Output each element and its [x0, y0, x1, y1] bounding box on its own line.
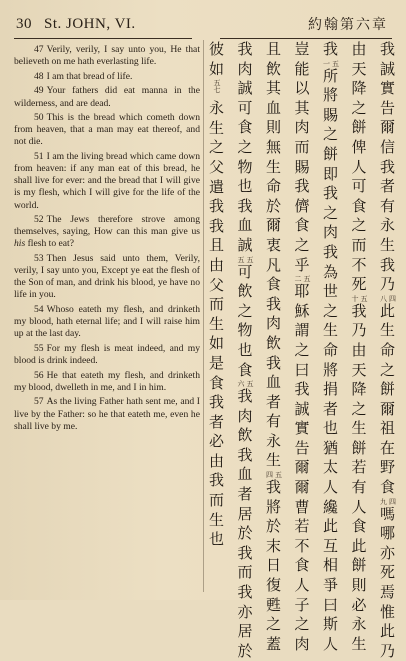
- chinese-character: 命: [322, 340, 338, 359]
- verse-55: [14, 343, 200, 367]
- chinese-character: 肉: [237, 59, 253, 78]
- chinese-character: 俾: [351, 137, 367, 156]
- verse-number: 53: [34, 253, 44, 265]
- chinese-character: 我: [322, 242, 338, 261]
- chinese-character: 捐: [322, 380, 338, 399]
- chinese-character: 我: [322, 184, 338, 203]
- chinese-character: 由: [208, 451, 224, 470]
- verse-number: 55: [34, 342, 44, 354]
- chinese-character: 肉: [294, 634, 310, 653]
- verse-text: Your fathers did eat manna in the wilderness, and are dead.: [14, 85, 200, 109]
- chinese-character: 我: [237, 196, 253, 215]
- chinese-character: 耶: [294, 282, 310, 301]
- chinese-column: [322, 40, 340, 653]
- chinese-character: 即: [322, 164, 338, 183]
- verse-number: 48: [34, 70, 44, 82]
- chinese-character: 肉: [322, 223, 338, 242]
- chinese-character: 爾: [294, 458, 310, 477]
- chinese-column: [379, 40, 397, 660]
- chinese-character: 且: [265, 40, 281, 58]
- chinese-character: 之: [351, 399, 367, 418]
- chinese-character: 其: [294, 98, 310, 117]
- chinese-character: 永: [265, 431, 281, 450]
- chinese-character: 於: [237, 524, 253, 543]
- chinese-character: 者: [208, 412, 224, 431]
- chinese-character: 食: [351, 196, 367, 215]
- chinese-character: 於: [265, 517, 281, 536]
- chinese-character: 永: [208, 99, 224, 118]
- chinese-character: 命: [379, 340, 395, 359]
- header-right: [220, 13, 392, 39]
- chinese-character: 天: [351, 360, 367, 379]
- chinese-character: 之: [351, 98, 367, 117]
- chinese-character: 餅: [351, 438, 367, 457]
- verse-marker: 五四: [265, 471, 283, 479]
- verse-marker: 五五: [237, 255, 254, 263]
- chinese-character: 斯: [322, 615, 338, 634]
- chinese-character: 誠: [237, 235, 253, 254]
- chinese-character: 曹: [294, 497, 310, 516]
- verse-text: Whoso eateth my flesh, and drinketh my blood, hath eternal life; and I will raise him up at the last day.: [14, 304, 200, 340]
- chinese-character: 哪: [379, 524, 395, 543]
- verse-number: 50: [34, 112, 44, 124]
- page-number: 30: [16, 16, 32, 32]
- chinese-character: 日: [265, 556, 281, 575]
- chinese-character: 飲: [237, 426, 253, 445]
- chinese-character: 之: [294, 235, 310, 254]
- chinese-character: 末: [265, 536, 281, 555]
- chinese-character: 相: [322, 556, 338, 575]
- verse-text: I am that bread of life.: [46, 70, 133, 82]
- chinese-character: 命: [265, 177, 281, 196]
- chinese-character: 能: [294, 59, 310, 78]
- chinese-character: 食: [294, 556, 310, 575]
- chinese-character: 飲: [265, 333, 281, 352]
- verse-54: [14, 304, 200, 340]
- chinese-character: 而: [208, 295, 224, 314]
- chinese-character: 彼: [208, 40, 224, 58]
- chinese-character: 可: [237, 98, 253, 117]
- chinese-character: 且: [208, 236, 224, 255]
- chinese-character: 必: [208, 432, 224, 451]
- verse-number: 51: [34, 151, 44, 163]
- chinese-character: 我: [351, 301, 367, 320]
- chinese-character: 凡: [265, 255, 281, 274]
- chinese-character: 實: [379, 79, 395, 98]
- header-left: [14, 16, 192, 39]
- verse-text: I am the living bread which came down from heaven: if any man eat of this bread, he shall live for ever: and the bread that I will give is my flesh, which I will give for the life of the world.: [14, 151, 200, 211]
- chinese-character: 之: [351, 216, 367, 235]
- chinese-character: 之: [322, 203, 338, 222]
- chinese-character: 謂: [294, 321, 310, 340]
- verse-text: This is the bread which cometh down from heaven, that a man may eat thereof, and not die.: [14, 112, 200, 148]
- verse-text: For my flesh is meat indeed, and my blood is drink indeed.: [14, 342, 200, 366]
- chinese-character: 乃: [379, 641, 395, 660]
- chinese-character: 人: [351, 497, 367, 516]
- chinese-column: [265, 40, 283, 653]
- chinese-character: 世: [322, 282, 338, 301]
- chinese-character: 爭: [322, 576, 338, 595]
- chinese-character: 生: [322, 321, 338, 340]
- chinese-character: 我: [294, 177, 310, 196]
- chinese-character: 我: [237, 40, 253, 58]
- verse-48: [14, 71, 200, 83]
- chinese-character: 誠: [379, 59, 395, 78]
- chinese-character: 如: [208, 334, 224, 353]
- verse-52: [14, 214, 200, 250]
- chinese-character: 之: [294, 615, 310, 634]
- chinese-character: 蓋: [265, 634, 281, 653]
- chinese-character: 我: [322, 40, 338, 58]
- chinese-character: 我: [208, 197, 224, 216]
- chinese-character: 肉: [237, 406, 253, 425]
- chinese-character: 則: [351, 576, 367, 595]
- verse-50: [14, 112, 200, 148]
- chinese-character: 猶: [322, 438, 338, 457]
- verse-marker: 五二: [294, 275, 311, 283]
- verse-marker: 五六: [237, 380, 254, 388]
- chinese-character: 曰: [294, 360, 310, 379]
- chinese-character: 人: [322, 478, 338, 497]
- chinese-character: 食: [351, 517, 367, 536]
- chinese-character: 其: [265, 79, 281, 98]
- chinese-character: 乃: [379, 275, 395, 294]
- verse-number: 57: [34, 396, 44, 408]
- chinese-character: 人: [322, 634, 338, 653]
- chinese-character: 人: [294, 576, 310, 595]
- chinese-character: 子: [294, 595, 310, 614]
- chinese-character: 爾: [379, 118, 395, 137]
- chinese-character: 以: [294, 79, 310, 98]
- chinese-character: 我: [379, 157, 395, 176]
- chinese-character: 誠: [294, 399, 310, 418]
- chinese-character: 爾: [294, 478, 310, 497]
- chinese-character: 我: [208, 216, 224, 235]
- verse-italic-word: his: [14, 238, 26, 250]
- chinese-character: 之: [265, 615, 281, 634]
- chinese-character: 我: [208, 393, 224, 412]
- chinese-character: 血: [265, 373, 281, 392]
- chinese-character: 為: [322, 262, 338, 281]
- column-divider: [203, 40, 204, 592]
- chinese-character: 生: [208, 314, 224, 333]
- chinese-character: 我: [265, 478, 281, 497]
- verse-49: [14, 85, 200, 109]
- chinese-character: 衷: [265, 235, 281, 254]
- chinese-character: 我: [208, 471, 224, 490]
- chinese-character: 食: [237, 360, 253, 379]
- chinese-character: 則: [265, 118, 281, 137]
- chinese-character: 豈: [294, 40, 310, 58]
- chinese-character: 實: [294, 419, 310, 438]
- chinese-character: 食: [294, 216, 310, 235]
- chinese-character: 曰: [322, 595, 338, 614]
- chinese-character: 生: [351, 634, 367, 653]
- chinese-character: 有: [265, 412, 281, 431]
- verse-text-after: flesh to eat?: [27, 238, 74, 250]
- chinese-character: 此: [379, 622, 395, 641]
- chinese-character: 生: [351, 419, 367, 438]
- chinese-character: 也: [322, 419, 338, 438]
- chinese-character: 生: [208, 510, 224, 529]
- chinese-character: 生: [208, 118, 224, 137]
- chinese-character: 由: [208, 255, 224, 274]
- chinese-character: 永: [351, 615, 367, 634]
- chinese-character: 我: [237, 583, 253, 602]
- chinese-character: 餅: [322, 144, 338, 163]
- chinese-character: 飲: [237, 282, 253, 301]
- chinese-character: 亦: [237, 602, 253, 621]
- chinese-character: 生: [379, 321, 395, 340]
- chinese-character: 我: [379, 40, 395, 58]
- english-text-column: [14, 44, 200, 435]
- chinese-character: 若: [294, 517, 310, 536]
- chinese-character: 纔: [322, 497, 338, 516]
- chinese-character: 者: [322, 399, 338, 418]
- verse-marker: 五十: [351, 294, 368, 302]
- chinese-character: 將: [265, 497, 281, 516]
- chinese-character: 此: [379, 301, 395, 320]
- chinese-character: 者: [265, 392, 281, 411]
- chinese-character: 無: [265, 137, 281, 156]
- chinese-character: 物: [237, 157, 253, 176]
- chinese-character: 亦: [379, 543, 395, 562]
- verse-marker: 四九: [379, 497, 397, 505]
- chinese-character: 復: [265, 576, 281, 595]
- verse-number: 52: [34, 214, 44, 226]
- chinese-character: 居: [237, 622, 253, 641]
- chinese-character: 之: [322, 301, 338, 320]
- chinese-character: 我: [265, 294, 281, 313]
- chinese-character: 乃: [351, 321, 367, 340]
- verse-number: 49: [34, 85, 44, 97]
- chinese-character: 所: [322, 66, 338, 85]
- chinese-character: 信: [379, 137, 395, 156]
- chinese-character: 由: [351, 340, 367, 359]
- chinese-text-columns: [208, 40, 397, 660]
- chinese-character: 我: [379, 255, 395, 274]
- running-title: St. JOHN, VI.: [44, 16, 136, 32]
- chinese-character: 死: [379, 563, 395, 582]
- chinese-character: 之: [294, 340, 310, 359]
- chinese-character: 可: [237, 262, 253, 281]
- chinese-character: 不: [351, 255, 367, 274]
- chinese-character: 我: [294, 380, 310, 399]
- verse-number: 54: [34, 304, 44, 316]
- chinese-character: 降: [351, 380, 367, 399]
- chinese-character: 我: [237, 543, 253, 562]
- verse-56: [14, 370, 200, 394]
- chinese-character: 物: [237, 321, 253, 340]
- chinese-character: 之: [379, 360, 395, 379]
- chinese-character: 爾: [379, 399, 395, 418]
- chinese-character: 嗎: [379, 504, 395, 523]
- chinese-character: 甦: [265, 595, 281, 614]
- chinese-character: 惟: [379, 602, 395, 621]
- verse-marker: 五七: [213, 79, 221, 94]
- chinese-character: 此: [351, 536, 367, 555]
- chinese-column: [351, 40, 368, 653]
- chinese-character: 餅: [351, 556, 367, 575]
- chinese-character: 而: [294, 137, 310, 156]
- verse-57: [14, 396, 200, 432]
- chinese-character: 乎: [294, 255, 310, 274]
- verse-number: 47: [34, 44, 44, 55]
- chinese-character: 而: [237, 563, 253, 582]
- chinese-character: 儕: [294, 196, 310, 215]
- chinese-character: 父: [208, 275, 224, 294]
- chinese-character: 食: [379, 478, 395, 497]
- chinese-character: 穌: [294, 301, 310, 320]
- chinese-character: 如: [208, 59, 224, 78]
- chinese-character: 在: [379, 438, 395, 457]
- chinese-character: 互: [322, 536, 338, 555]
- chinese-character: 者: [379, 177, 395, 196]
- chinese-character: 我: [265, 353, 281, 372]
- chinese-character: 於: [237, 641, 253, 660]
- chinese-character: 祖: [379, 419, 395, 438]
- chinese-character: 於: [265, 196, 281, 215]
- chinese-character: 食: [237, 118, 253, 137]
- chinese-character: 生: [265, 451, 281, 470]
- chinese-character: 而: [351, 235, 367, 254]
- chinese-character: 食: [265, 275, 281, 294]
- verse-text: Verily, verily, I say unto you, He that believeth on me hath everlasting life.: [14, 44, 200, 68]
- chinese-character: 人: [351, 157, 367, 176]
- chinese-character: 生: [265, 157, 281, 176]
- chinese-character: 爾: [265, 216, 281, 235]
- chinese-column: [294, 40, 311, 653]
- chinese-character: 告: [379, 98, 395, 117]
- chinese-column: [237, 40, 254, 660]
- chinese-character: 必: [351, 595, 367, 614]
- chinese-character: 不: [294, 536, 310, 555]
- verse-marker: 四八: [379, 294, 397, 302]
- chinese-character: 血: [237, 216, 253, 235]
- chinese-character: 賜: [294, 157, 310, 176]
- chinese-character: 食: [208, 373, 224, 392]
- chinese-character: 將: [322, 360, 338, 379]
- chinese-character: 焉: [379, 583, 395, 602]
- chinese-character: 也: [208, 530, 224, 549]
- chinese-character: 由: [351, 40, 367, 58]
- chinese-character: 此: [322, 517, 338, 536]
- verse-text: He that eateth my flesh, and drinketh my blood, dwelleth in me, and I in him.: [14, 369, 200, 393]
- chinese-character: 肉: [294, 118, 310, 137]
- verse-47: [14, 44, 200, 68]
- verse-marker: 五一: [322, 59, 340, 67]
- chinese-character: 我: [237, 387, 253, 406]
- chinese-character: 之: [237, 137, 253, 156]
- chinese-character: 有: [351, 478, 367, 497]
- chinese-character: 是: [208, 353, 224, 372]
- chinese-character: 將: [322, 86, 338, 105]
- chinese-character: 有: [379, 196, 395, 215]
- chinese-title: 約翰第六章: [308, 17, 388, 33]
- verse-text: The Jews therefore strove among themselves, saying, How can this man give us: [14, 214, 200, 238]
- chinese-character: 遣: [208, 177, 224, 196]
- verse-number: 56: [34, 369, 44, 381]
- chinese-character: 太: [322, 458, 338, 477]
- chinese-character: 死: [351, 275, 367, 294]
- chinese-character: 餅: [351, 118, 367, 137]
- chinese-character: 若: [351, 458, 367, 477]
- chinese-character: 也: [237, 177, 253, 196]
- chinese-character: 天: [351, 59, 367, 78]
- verse-text: Then Jesus said unto them, Verily, verily, I say unto you, Except ye eat the flesh of the Son of man, and drink his blood, ye have no life in you.: [14, 253, 200, 301]
- chinese-character: 父: [208, 157, 224, 176]
- chinese-character: 我: [237, 445, 253, 464]
- chinese-character: 也: [237, 340, 253, 359]
- chinese-character: 飲: [265, 59, 281, 78]
- chinese-character: 居: [237, 504, 253, 523]
- chinese-character: 生: [379, 235, 395, 254]
- chinese-character: 之: [208, 138, 224, 157]
- chinese-column: [208, 40, 225, 588]
- chinese-character: 餅: [379, 380, 395, 399]
- chinese-character: 賜: [322, 105, 338, 124]
- chinese-character: 血: [237, 465, 253, 484]
- chinese-character: 誠: [237, 79, 253, 98]
- chinese-character: 肉: [265, 314, 281, 333]
- verse-53: [14, 253, 200, 301]
- verse-text: As the living Father hath sent me, and I live by the Father: so he that eateth me, even he shall live by me.: [14, 396, 200, 432]
- chinese-character: 血: [265, 98, 281, 117]
- chinese-character: 降: [351, 79, 367, 98]
- chinese-character: 之: [237, 301, 253, 320]
- chinese-character: 可: [351, 177, 367, 196]
- verse-51: [14, 151, 200, 211]
- chinese-character: 而: [208, 491, 224, 510]
- chinese-character: 告: [294, 438, 310, 457]
- chinese-character: 野: [379, 458, 395, 477]
- chinese-character: 者: [237, 485, 253, 504]
- chinese-character: 之: [322, 125, 338, 144]
- chinese-character: 永: [379, 216, 395, 235]
